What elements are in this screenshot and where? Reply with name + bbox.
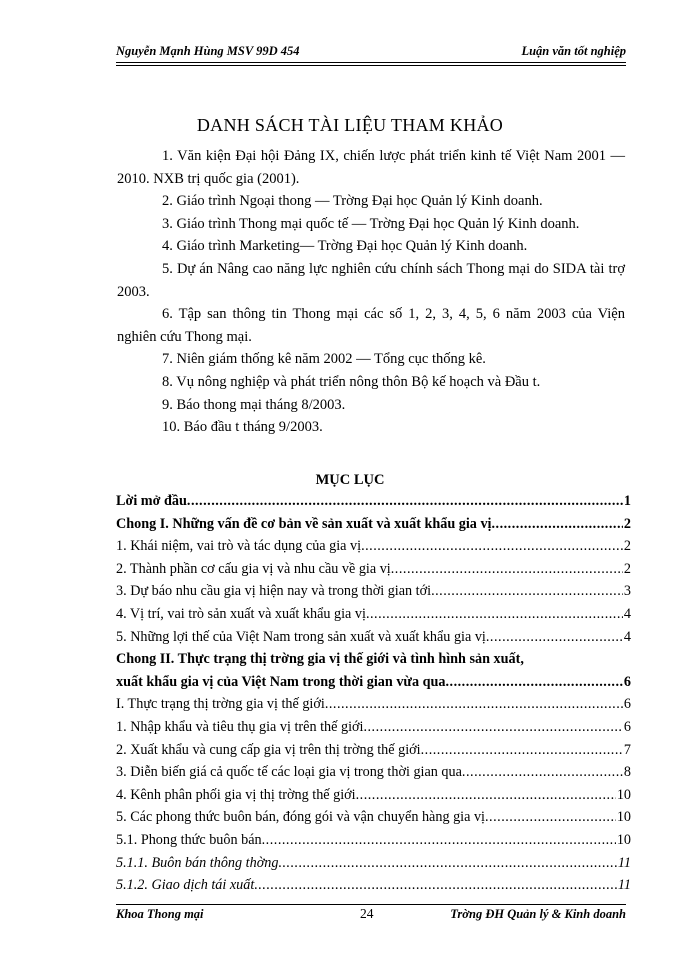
toc-entry[interactable]: [116, 829, 631, 852]
toc-page-number: 6: [623, 718, 631, 735]
header-doc-type: Luận văn tốt nghiệp: [521, 44, 626, 58]
toc-entry[interactable]: [116, 535, 631, 558]
toc-title: MỤC LỤC: [315, 472, 385, 488]
toc-page-number: 1: [623, 493, 631, 509]
toc-entry-text: 5.1.2. Giao dịch tái xuất: [116, 877, 255, 894]
toc-entry-text: 3. Dự báo nhu cầu gia vị hiện nay và trong thời gian tới: [116, 583, 432, 600]
toc-page-number: 3: [623, 583, 631, 600]
toc-entry-text: 1. Khái niệm, vai trò và tác dụng của gia vị: [116, 538, 362, 555]
reference-item: 5. Dự án Nâng cao năng lực nghiên cứu chính sách Thong mại do SIDA tài trợ 2003.: [117, 260, 625, 300]
page-footer: [116, 904, 626, 921]
page-header: [116, 44, 626, 66]
references-title: DANH SÁCH TÀI LIỆU THAM KHẢO: [196, 115, 504, 135]
toc-entry-chapter-2[interactable]: [116, 648, 631, 693]
toc-entry-text: Lời mở đầu: [116, 493, 187, 509]
toc-entry[interactable]: [116, 626, 631, 649]
toc-entry-text: I. Thực trạng thị trờng gia vị thế giới: [116, 696, 325, 713]
reference-item: 1. Văn kiện Đại hội Đảng IX, chiến lược phát triển kinh tế Việt Nam 2001 — 2010. NXB trị quốc gia (2001).: [117, 148, 625, 187]
toc-entry-text: 5.1.1. Buôn bán thông thờng: [116, 854, 279, 871]
toc-page-number: 11: [617, 854, 631, 871]
header-author: Nguyễn Mạnh Hùng MSV 99D 454: [116, 44, 300, 58]
toc-entry[interactable]: [116, 693, 631, 716]
reference-item: 9. Báo thong mại tháng 8/2003.: [162, 396, 346, 413]
toc-page-number: 10: [616, 831, 631, 848]
toc-entry[interactable]: [116, 739, 631, 762]
toc-entry-text: 4. Kênh phân phối gia vị thị trờng thế giới: [116, 786, 356, 803]
reference-item: 10. Báo đầu t tháng 9/2003.: [162, 419, 323, 436]
toc-page-number: 2: [623, 538, 631, 555]
toc-entry[interactable]: [116, 716, 631, 739]
toc-entry-text: 3. Diễn biến giá cả quốc tế các loại gia vị trong thời gian qua: [116, 764, 462, 781]
toc-entry-text: 2. Thành phần cơ cấu gia vị và nhu cầu về gia vị: [116, 560, 391, 577]
toc-page-number: 6: [623, 696, 631, 713]
toc-page-number: 7: [623, 741, 631, 758]
toc-entry-text: 5.1. Phong thức buôn bán: [116, 831, 262, 848]
toc-entry[interactable]: [116, 490, 631, 513]
reference-item: 8. Vụ nông nghiệp và phát triển nông thôn Bộ kế hoạch và Đầu t.: [162, 373, 541, 390]
toc-entry-text: Chong I. Những vấn đề cơ bản về sản xuất và xuất khẩu gia vị: [116, 515, 492, 532]
toc-entry[interactable]: [116, 513, 631, 536]
toc-page-number: 11: [617, 877, 631, 894]
toc-page-number: 10: [616, 786, 631, 803]
toc-page-number: 2: [623, 515, 631, 532]
toc-entry-text: 5. Các phong thức buôn bán, đóng gói và vận chuyển hàng gia vị: [116, 809, 485, 826]
table-of-contents: [116, 490, 631, 897]
reference-item: 2. Giáo trình Ngoại thong — Trờng Đại học Quản lý Kinh doanh.: [162, 193, 543, 210]
toc-page-number: 10: [616, 809, 631, 826]
toc-entry[interactable]: [116, 761, 631, 784]
footer-page-number: 24: [360, 906, 374, 921]
toc-entry-text: 4. Vị trí, vai trò sản xuất và xuất khẩu gia vị: [116, 605, 366, 622]
toc-entry[interactable]: [116, 558, 631, 581]
toc-page-number: 8: [623, 764, 631, 781]
toc-entry[interactable]: [116, 806, 631, 829]
toc-entry[interactable]: [116, 784, 631, 807]
toc-entry[interactable]: [116, 852, 631, 875]
reference-item: 7. Niên giám thống kê năm 2002 — Tổng cục thống kê.: [162, 351, 486, 368]
footer-faculty: Khoa Thong mại: [116, 907, 204, 921]
toc-page-number: 4: [623, 605, 631, 622]
footer-university: Trờng ĐH Quản lý & Kinh doanh: [450, 907, 626, 921]
toc-page-number: 4: [623, 628, 631, 645]
toc-entry-text: 2. Xuất khẩu và cung cấp gia vị trên thị trờng thế giới: [116, 741, 421, 758]
toc-entry-text: 5. Những lợi thế của Việt Nam trong sản xuất và xuất khẩu gia vị: [116, 628, 486, 645]
toc-entry[interactable]: [116, 603, 631, 626]
reference-item: 6. Tập san thông tin Thong mại các số 1, 2, 3, 4, 5, 6 năm 2003 của Viện nghiên cứu Thong mại.: [117, 306, 625, 345]
reference-item: 4. Giáo trình Marketing— Trờng Đại học Quản lý Kinh doanh.: [162, 238, 528, 255]
toc-page-number: 6: [623, 673, 631, 690]
references-list: [117, 145, 625, 439]
toc-entry[interactable]: [116, 580, 631, 603]
toc-entry-text-line1: Chong II. Thực trạng thị trờng gia vị thế giới và tình hình sản xuất,: [116, 651, 524, 668]
toc-page-number: 2: [623, 560, 631, 577]
toc-entry[interactable]: [116, 874, 631, 897]
toc-entry-text: xuất khẩu gia vị của Việt Nam trong thời gian vừa qua: [116, 673, 446, 690]
reference-item: 3. Giáo trình Thong mại quốc tế — Trờng Đại học Quản lý Kinh doanh.: [162, 215, 580, 232]
toc-entry-text: 1. Nhập khẩu và tiêu thụ gia vị trên thế giới: [116, 718, 364, 735]
